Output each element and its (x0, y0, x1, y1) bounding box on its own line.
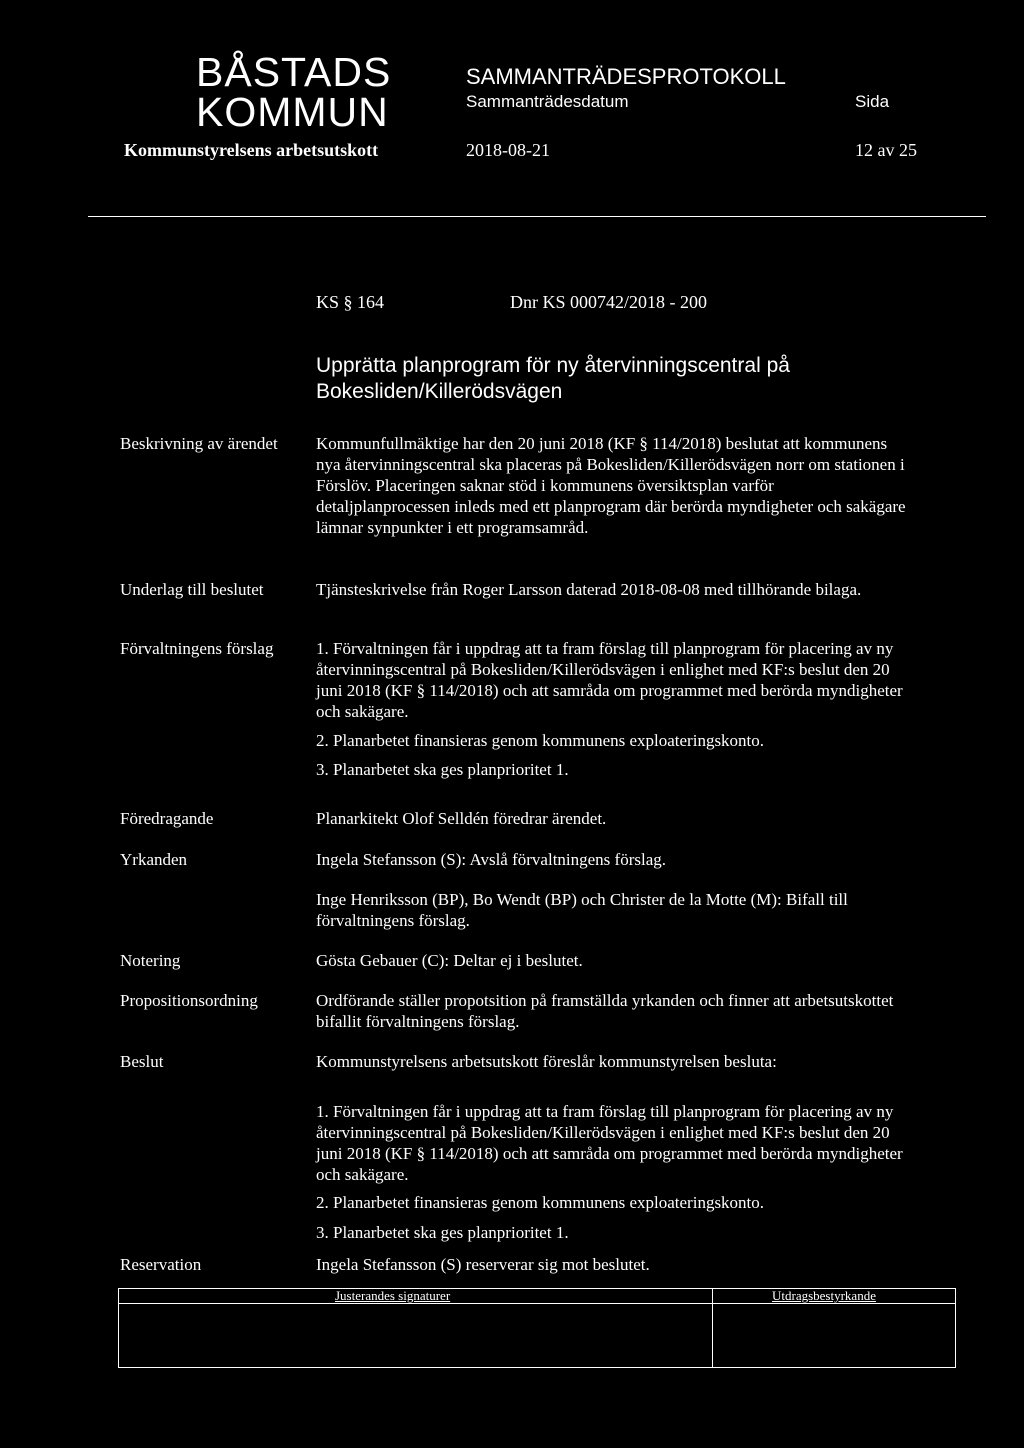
case-title: Upprätta planprogram för ny återvinningscentral på Bokesliden/Killerödsvägen (316, 354, 790, 403)
protocol-title: SAMMANTRÄDESPROTOKOLL (466, 64, 786, 89)
decision-item-1: 1. Förvaltningen får i uppdrag att ta fram förslag till planprogram för placering av ny återvinningscentral på Bokesliden/Killerödsvägen i enlighet med KF:s beslut den 20 juni 2018 (KF § 114/2018) och att samråda om programmet med berörda myndigheter och sakägare. (316, 1102, 903, 1184)
basis-label: Underlag till beslutet (120, 580, 264, 599)
decision-intro: Kommunstyrelsens arbetsutskott föreslår kommunstyrelsen besluta: (316, 1052, 777, 1071)
logo-line-2: KOMMUN (196, 89, 389, 135)
page-label: Sida (855, 92, 890, 111)
presenter-label: Föredragande (120, 809, 214, 828)
note-label: Notering (120, 951, 181, 970)
order-label: Propositionsordning (120, 991, 258, 1010)
description-text: Kommunfullmäktige har den 20 juni 2018 (KF § 114/2018) beslutat att kommunens nya återvinningscentral ska placeras på Bokesliden/Killerödsvägen norr om stationen i Förslöv. Placeringen saknar stöd i kommunens översiktsplan varför detaljplanprocessen inleds med ett planprogram där berörda myndigheter och sakägare lämnar synpunkter i ett programsamråd. (316, 434, 906, 537)
meeting-date-label: Sammanträdesdatum (466, 92, 629, 111)
reservation-text: Ingela Stefansson (S) reserverar sig mot beslutet. (316, 1255, 650, 1274)
signature-table-header-line (118, 1303, 956, 1304)
motions-label: Yrkanden (120, 850, 188, 869)
signatures-label: Justerandes signaturer (335, 1288, 451, 1303)
basis-text: Tjänsteskrivelse från Roger Larsson daterad 2018-08-08 med tillhörande bilaga. (316, 580, 862, 599)
decision-label: Beslut (120, 1052, 164, 1071)
paragraph-number: KS § 164 (316, 292, 385, 312)
decision-item-3: 3. Planarbetet ska ges planprioritet 1. (316, 1223, 569, 1242)
header-divider (88, 216, 986, 217)
signature-table-divider (712, 1288, 713, 1368)
description-label: Beskrivning av ärendet (120, 434, 278, 453)
motion-item-1: Ingela Stefansson (S): Avslå förvaltningens förslag. (316, 850, 667, 869)
note-text: Gösta Gebauer (C): Deltar ej i beslutet. (316, 951, 583, 970)
page-number: 12 av 25 (855, 140, 917, 160)
order-text: Ordförande ställer propotsition på framställda yrkanden och finner att arbetsutskottet bifallit förvaltningens förslag. (316, 991, 894, 1031)
committee-name: Kommunstyrelsens arbetsutskott (124, 140, 379, 160)
meeting-date: 2018-08-21 (466, 140, 550, 160)
decision-item-2: 2. Planarbetet finansieras genom kommunens exploateringskonto. (316, 1193, 765, 1212)
proposal-item-3: 3. Planarbetet ska ges planprioritet 1. (316, 760, 569, 779)
proposal-item-2: 2. Planarbetet finansieras genom kommunens exploateringskonto. (316, 731, 765, 750)
proposal-item-1: 1. Förvaltningen får i uppdrag att ta fram förslag till planprogram för placering av ny återvinningscentral på Bokesliden/Killerödsvägen i enlighet med KF:s beslut den 20 juni 2018 (KF § 114/2018) och att samråda om programmet med berörda myndigheter och sakägare. (316, 639, 903, 721)
extract-certification-label: Utdragsbestyrkande (772, 1288, 876, 1303)
motion-item-2: Inge Henriksson (BP), Bo Wendt (BP) och Christer de la Motte (M): Bifall till förvaltningens förslag. (316, 890, 848, 930)
reservation-label: Reservation (120, 1255, 202, 1274)
logo-line-1: BÅSTADS (196, 49, 392, 95)
presenter-text: Planarkitekt Olof Selldén föredrar ärendet. (316, 809, 607, 828)
proposal-label: Förvaltningens förslag (120, 639, 274, 658)
registration-number: Dnr KS 000742/2018 - 200 (510, 292, 707, 312)
